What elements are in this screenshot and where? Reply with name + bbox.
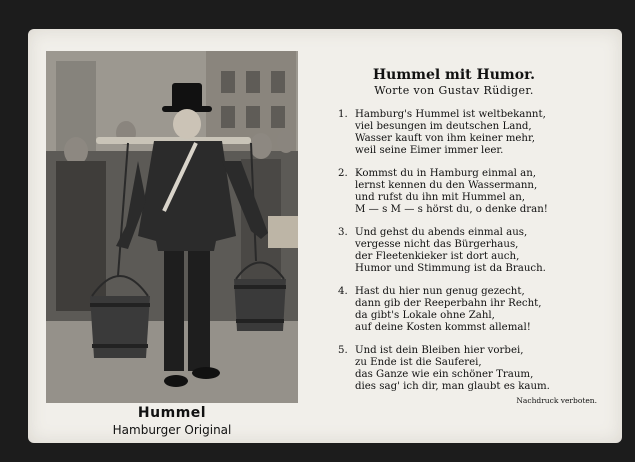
verse-line: dies sag' ich dir, man glaubt es kaum.: [355, 381, 550, 392]
verse-line: Und ist dein Bleiben hier vorbei,: [355, 345, 524, 356]
verse-line: Humor und Stimmung ist da Brauch.: [355, 263, 546, 274]
verse-number: 4.: [338, 286, 348, 297]
verse-number: 3.: [338, 227, 348, 238]
verse-line: Hast du hier nun genug gezecht,: [355, 286, 525, 297]
reprint-notice: Nachdruck verboten.: [516, 396, 597, 405]
verse-line: Hamburg's Hummel ist weltbekannt,: [355, 109, 546, 120]
verse-line: viel besungen im deutschen Land,: [355, 121, 532, 132]
verse-line: das Ganze wie ein schöner Traum,: [355, 369, 534, 380]
photo-caption-subtitle: Hamburger Original: [112, 423, 232, 437]
verse-line: vergesse nicht das Bürgerhaus,: [355, 239, 519, 250]
verse-line: auf deine Kosten kommst allemal!: [355, 322, 531, 333]
photo-face: [173, 109, 201, 139]
verse-line: weil seine Eimer immer leer.: [355, 145, 504, 156]
photo-caption-title: Hummel: [137, 405, 207, 421]
verse-line: Wasser kauft von ihm keiner mehr,: [355, 133, 535, 144]
verse-line: Kommst du in Hamburg einmal an,: [355, 168, 537, 179]
verse-line: und rufst du ihn mit Hummel an,: [355, 192, 525, 203]
song-author: Worte von Gustav Rüdiger.: [374, 84, 534, 97]
verse-number: 2.: [338, 168, 348, 179]
song-title: Hummel mit Humor.: [372, 67, 536, 83]
verse-line: Und gehst du abends einmal aus,: [355, 227, 528, 238]
verse-4: [338, 286, 600, 334]
verse-line: lernst kennen du den Wassermann,: [355, 180, 538, 191]
verse-line: dann gib der Reeperbahn ihr Recht,: [355, 298, 542, 309]
verse-line: M — s M — s hörst du, o denke dran!: [355, 204, 548, 215]
photo-illustration: [46, 51, 298, 403]
verse-number: 1.: [338, 109, 348, 120]
verse-5: [338, 345, 600, 393]
photo-basket: [268, 216, 298, 248]
verse-2: [338, 168, 600, 216]
verse-number: 5.: [338, 345, 348, 356]
photo-hummel-water-carrier: [46, 51, 298, 403]
verse-line: der Fleetenkieker ist dort auch,: [355, 251, 520, 262]
photo-top-hat: [172, 83, 202, 109]
verse-3: [338, 227, 600, 275]
verse-line: da gibt's Lokale ohne Zahl,: [355, 310, 495, 321]
verse-line: zu Ende ist die Sauferei,: [355, 357, 482, 368]
verse-1: [338, 109, 600, 157]
